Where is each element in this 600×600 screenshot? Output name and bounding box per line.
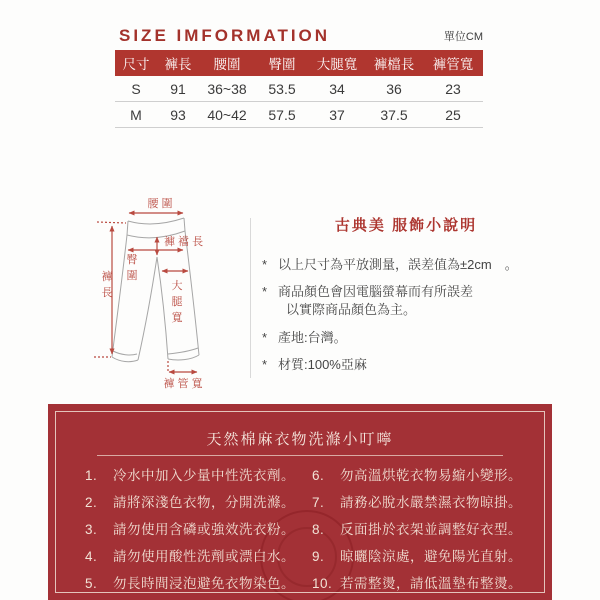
bullet-asterisk: * [262, 357, 268, 372]
list-item [312, 489, 542, 516]
table-cell: 57.5 [268, 106, 296, 123]
table-cell: 91 [170, 80, 186, 97]
item-text: 請務必脫水嚴禁濕衣物晾掛。 [340, 495, 522, 510]
list-item [85, 570, 312, 597]
note-text: 以上尺寸為平放測量，誤差值為±2cm 。 [278, 257, 518, 272]
list-item [312, 570, 542, 597]
note-text: 產地:台灣。 [278, 330, 347, 345]
list-item [312, 516, 542, 543]
thigh-width-label: 大腿寬 [171, 280, 183, 324]
item-text: 反面掛於衣架並調整好衣型。 [340, 522, 522, 537]
note-line: 商品顏色會因電腦螢幕而有所誤差 [278, 284, 474, 299]
care-title: 天然棉麻衣物洗滌小叮嚀 [206, 431, 394, 448]
table-cell: M [130, 106, 142, 123]
washing-care-panel [48, 404, 552, 600]
table-cell: 25 [445, 106, 461, 123]
item-number: 3. [85, 522, 98, 537]
item-text: 晾曬陰涼處，避免陽光直射。 [340, 549, 522, 564]
note-text: 材質:100%亞麻 [278, 357, 367, 372]
item-text: 請勿使用含磷或強效洗衣粉。 [113, 522, 295, 537]
table-cell: 37.5 [380, 106, 408, 123]
table-header-cell: 大腿寬 [316, 57, 358, 72]
care-column-left [48, 462, 312, 597]
vertical-divider [250, 218, 251, 378]
note-item [262, 256, 550, 274]
list-item [312, 543, 542, 570]
table-header-cell: 腰圍 [213, 57, 241, 72]
care-column-right [312, 462, 542, 597]
table-row [115, 76, 483, 102]
item-number: 8. [312, 522, 325, 537]
note-text [278, 283, 473, 319]
list-item [85, 516, 312, 543]
waist-label: 腰 圍 [147, 198, 173, 210]
table-cell: 40~42 [207, 106, 247, 123]
bullet-asterisk: * [262, 330, 268, 345]
table-header-cell: 尺寸 [122, 57, 150, 72]
crotch-length-label: 褲 襠 長 [164, 236, 204, 248]
list-item [85, 489, 312, 516]
note-line: 以實際商品顏色為主。 [286, 302, 417, 317]
item-number: 7. [312, 495, 325, 510]
item-number: 10. [312, 576, 333, 591]
product-notes [262, 214, 550, 374]
item-text: 冷水中加入少量中性洗衣劑。 [113, 468, 295, 483]
table-cell: 23 [445, 80, 461, 97]
table-header-cell: 褲長 [164, 57, 192, 72]
item-number: 6. [312, 468, 325, 483]
page-title: SIZE IMFORMATION [119, 26, 331, 45]
table-header-cell: 臀圍 [268, 57, 296, 72]
item-number: 4. [85, 549, 98, 564]
hip-label: 臀圍 [126, 254, 138, 282]
item-text: 請勿使用酸性洗劑或漂白水。 [113, 549, 295, 564]
table-cell: 36 [386, 80, 402, 97]
note-item [262, 283, 550, 319]
note-item [262, 356, 550, 374]
table-cell: 53.5 [268, 80, 296, 97]
table-cell: 34 [329, 80, 345, 97]
unit-label: 單位CM [443, 31, 483, 43]
table-cell: 37 [329, 106, 345, 123]
care-title-divider [97, 455, 503, 456]
table-row [115, 102, 483, 128]
item-text: 請將深淺色衣物，分開洗滌。 [113, 495, 295, 510]
bullet-asterisk: * [262, 257, 268, 272]
item-text: 若需整燙，請低溫墊布整燙。 [340, 576, 522, 591]
pants-length-label: 褲長 [101, 271, 113, 299]
item-number: 2. [85, 495, 98, 510]
item-number: 1. [85, 468, 98, 483]
item-number: 5. [85, 576, 98, 591]
item-text: 勿高溫烘乾衣物易縮小變形。 [340, 468, 522, 483]
pants-measurement-diagram [78, 185, 248, 400]
table-cell: S [131, 80, 141, 97]
list-item [85, 462, 312, 489]
hem-width-label: 褲 管 寬 [163, 378, 203, 390]
note-item [262, 329, 550, 347]
care-instructions-list [48, 462, 552, 597]
list-item [312, 462, 542, 489]
item-text: 勿長時間浸泡避免衣物染色。 [113, 576, 295, 591]
size-table-header-row [115, 50, 483, 76]
table-header-cell: 褲檔長 [373, 57, 415, 72]
bullet-asterisk: * [262, 284, 268, 299]
list-item [85, 543, 312, 570]
item-number: 9. [312, 549, 325, 564]
size-table [115, 50, 483, 128]
notes-title: 古典美 服飾小說明 [334, 217, 478, 234]
table-cell: 93 [170, 106, 186, 123]
table-cell: 36~38 [207, 80, 247, 97]
table-header-cell: 褲管寬 [432, 57, 474, 72]
